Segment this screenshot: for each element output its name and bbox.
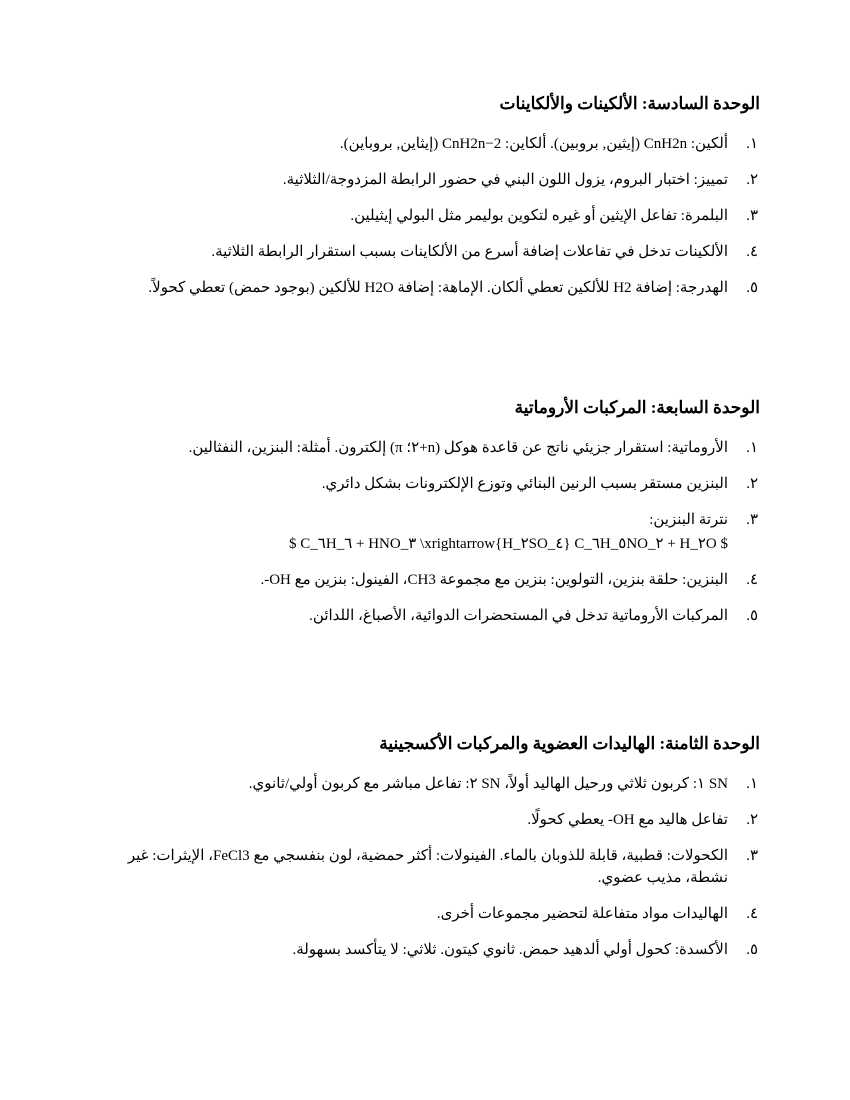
item-text: تمييز: اختبار البروم، يزول اللون البني في حضور الرابطة المزدوجة/الثلاثية. [282,172,728,188]
list-item [88,569,760,591]
list-item [88,277,760,299]
item-number: ٥. [746,942,758,958]
item-text: الكحولات: قطبية، قابلة للذوبان بالماء. الفينولات: أكثر حمضية، لون بنفسجي مع FeCl3، الإيثرات: غير نشطة، مذيب عضوي. [127,848,728,886]
list-item [88,809,760,831]
list-item [88,205,760,227]
list-item [88,509,760,555]
unit-8-title: الوحدة الثامنة: الهاليدات العضوية والمركبات الأكسجينية [379,734,760,753]
item-number: ٢. [746,476,758,492]
item-number: ٣. [746,208,758,224]
item-number: ٤. [746,906,758,922]
list-item [88,241,760,263]
unit-6-section [88,93,760,313]
item-number: ٢. [746,812,758,828]
item-number: ٣. [746,512,758,528]
item-number: ٥. [746,280,758,296]
item-text: الألكينات تدخل في تفاعلات إضافة أسرع من الألكاينات بسبب استقرار الرابطة الثلاثية. [211,244,728,260]
item-text: الأكسدة: كحول أولي ألدهيد حمض. ثانوي كيتون. ثلاثي: لا يتأكسد بسهولة. [292,942,728,958]
item-number: ١. [746,776,758,792]
item-number: ١. [746,440,758,456]
item-number: ٤. [746,244,758,260]
unit-7-list [88,437,760,627]
item-text: الهدرجة: إضافة H2 للألكين تعطي ألكان. الإماهة: إضافة H2O للألكين (بوجود حمض) تعطي كحولاً. [148,280,728,296]
item-text: تفاعل هاليد مع OH- يعطي كحولًا. [527,812,728,828]
item-text: البنزين: حلقة بنزين، التولوين: بنزين مع مجموعة CH3، الفينول: بنزين مع OH-. [260,572,728,588]
item-text: الأروماتية: استقرار جزيئي ناتج عن قاعدة هوكل (n+٢؛ π) إلكترون. أمثلة: البنزين، النفثالين. [188,440,728,456]
list-item [88,169,760,191]
list-item [88,773,760,795]
unit-6-list [88,133,760,299]
item-text: الهاليدات مواد متفاعلة لتحضير مجموعات أخرى. [436,906,728,922]
list-item [88,939,760,961]
list-item [88,473,760,495]
item-text: البنزين مستقر بسبب الرنين البنائي وتوزع الإلكترونات بشكل دائري. [321,476,728,492]
item-number: ٣. [746,848,758,864]
item-number: ٤. [746,572,758,588]
unit-7-title: الوحدة السابعة: المركبات الأروماتية [514,398,760,417]
item-text: البلمرة: تفاعل الإيثين أو غيره لتكوين بوليمر مثل البولي إيثيلين. [350,208,728,224]
item-number: ٢. [746,172,758,188]
list-item [88,845,760,889]
item-number: ٥. [746,608,758,624]
list-item [88,605,760,627]
item-text: SN ١: كربون ثلاثي ورحيل الهاليد أولاً، SN ٢: تفاعل مباشر مع كربون أولي/ثانوي. [248,776,728,792]
list-item [88,903,760,925]
list-item [88,437,760,459]
unit-7-section [88,397,760,641]
unit-8-list [88,773,760,961]
item-text: ألكين: CnH2n (إيثين, بروبين). ألكاين: CnH2n−2 (إيثاين, بروباين). [339,136,728,152]
unit-8-section [88,733,760,975]
item-number: ١. [746,136,758,152]
list-item [88,133,760,155]
nitration-formula: $ C_٦H_٦ + HNO_٣ \xrightarrow{H_٢SO_٤} C_٦H_٥NO_٢ + H_٢O $ [289,536,728,552]
item-text: المركبات الأروماتية تدخل في المستحضرات الدوائية، الأصباغ، اللدائن. [309,608,728,624]
unit-6-title: الوحدة السادسة: الألكينات والألكاينات [499,94,760,113]
item-text: نترتة البنزين: [649,512,728,528]
